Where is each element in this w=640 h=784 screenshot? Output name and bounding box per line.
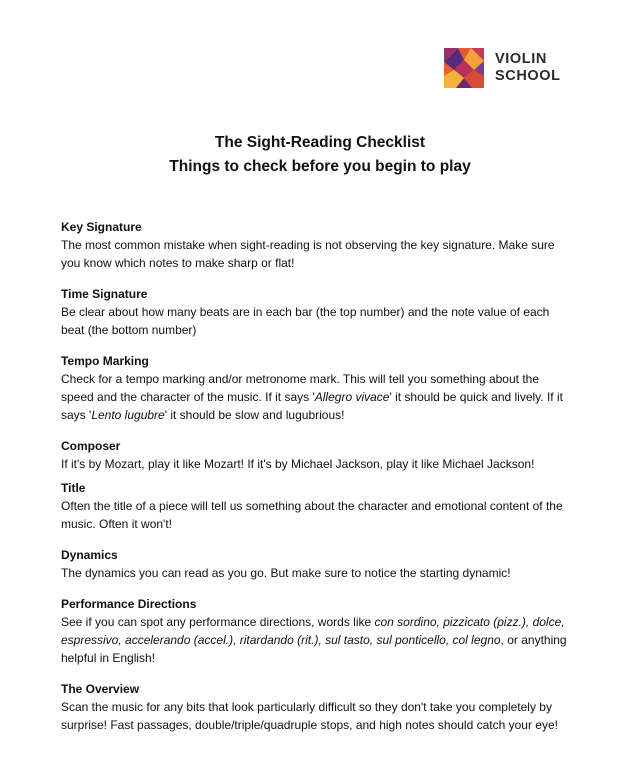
italic-term: Allegro vivace [314,390,390,404]
section-heading: Key Signature [61,220,142,234]
document-title [0,131,640,179]
violin-school-logo-icon [444,48,484,88]
brand-line-1: VIOLIN [495,51,547,67]
section-composer [61,438,573,473]
section-text [61,370,573,424]
text-run: , or anything helpful in English! [61,633,567,665]
title-line-2: Things to check before you begin to play [169,158,471,175]
section-title [61,480,573,533]
section-heading: The Overview [61,682,140,696]
section-time-signature [61,286,573,339]
section-tempo-marking [61,353,573,424]
title-line-1: The Sight-Reading Checklist [214,134,426,151]
checklist [61,219,573,748]
section-text [61,613,573,667]
section-text: Often the title of a piece will tell us something about the character and emotional content of the music. Often it won't! [61,499,563,531]
section-overview [61,681,573,734]
italic-terms: con sordino, pizzicato (pizz.), dolce, espressivo, accelerando (accel.), ritardando (rit.), sul tasto, sul ponticello, col legno [61,615,565,647]
text-run: See if you can spot any performance directions, words like [61,615,375,629]
section-heading: Time Signature [61,287,148,301]
text-run: ' it should be quick and lively. If it says ' [61,390,563,422]
section-heading: Title [61,481,86,495]
text-run: ' it should be slow and lugubrious! [164,408,345,422]
text-run: Check for a tempo marking and/or metronome mark. This will tell you something about the speed and the character of the music. If it says ' [61,372,539,404]
section-text: If it's by Mozart, play it like Mozart! If it's by Michael Jackson, play it like Michael Jackson! [61,457,535,471]
section-performance-directions [61,596,573,667]
section-heading: Composer [61,439,121,453]
section-text: The most common mistake when sight-reading is not observing the key signature. Make sure you know which notes to make sharp or flat! [61,238,555,270]
section-heading: Dynamics [61,548,118,562]
section-text: Be clear about how many beats are in each bar (the top number) and the note value of each beat (the bottom number) [61,305,550,337]
brand-line-2: SCHOOL [495,68,561,84]
brand-name [495,51,561,85]
section-text: Scan the music for any bits that look particularly difficult so they don't take you completely by surprise! Fast passages, double/triple/quadruple stops, and high notes should catch your eye! [61,700,558,732]
italic-term: Lento lugubre [91,408,165,422]
section-dynamics [61,547,573,582]
section-heading: Performance Directions [61,597,197,611]
brand-logo [444,48,561,88]
section-heading: Tempo Marking [61,354,149,368]
section-text: The dynamics you can read as you go. But make sure to notice the starting dynamic! [61,566,511,580]
section-key-signature [61,219,573,272]
